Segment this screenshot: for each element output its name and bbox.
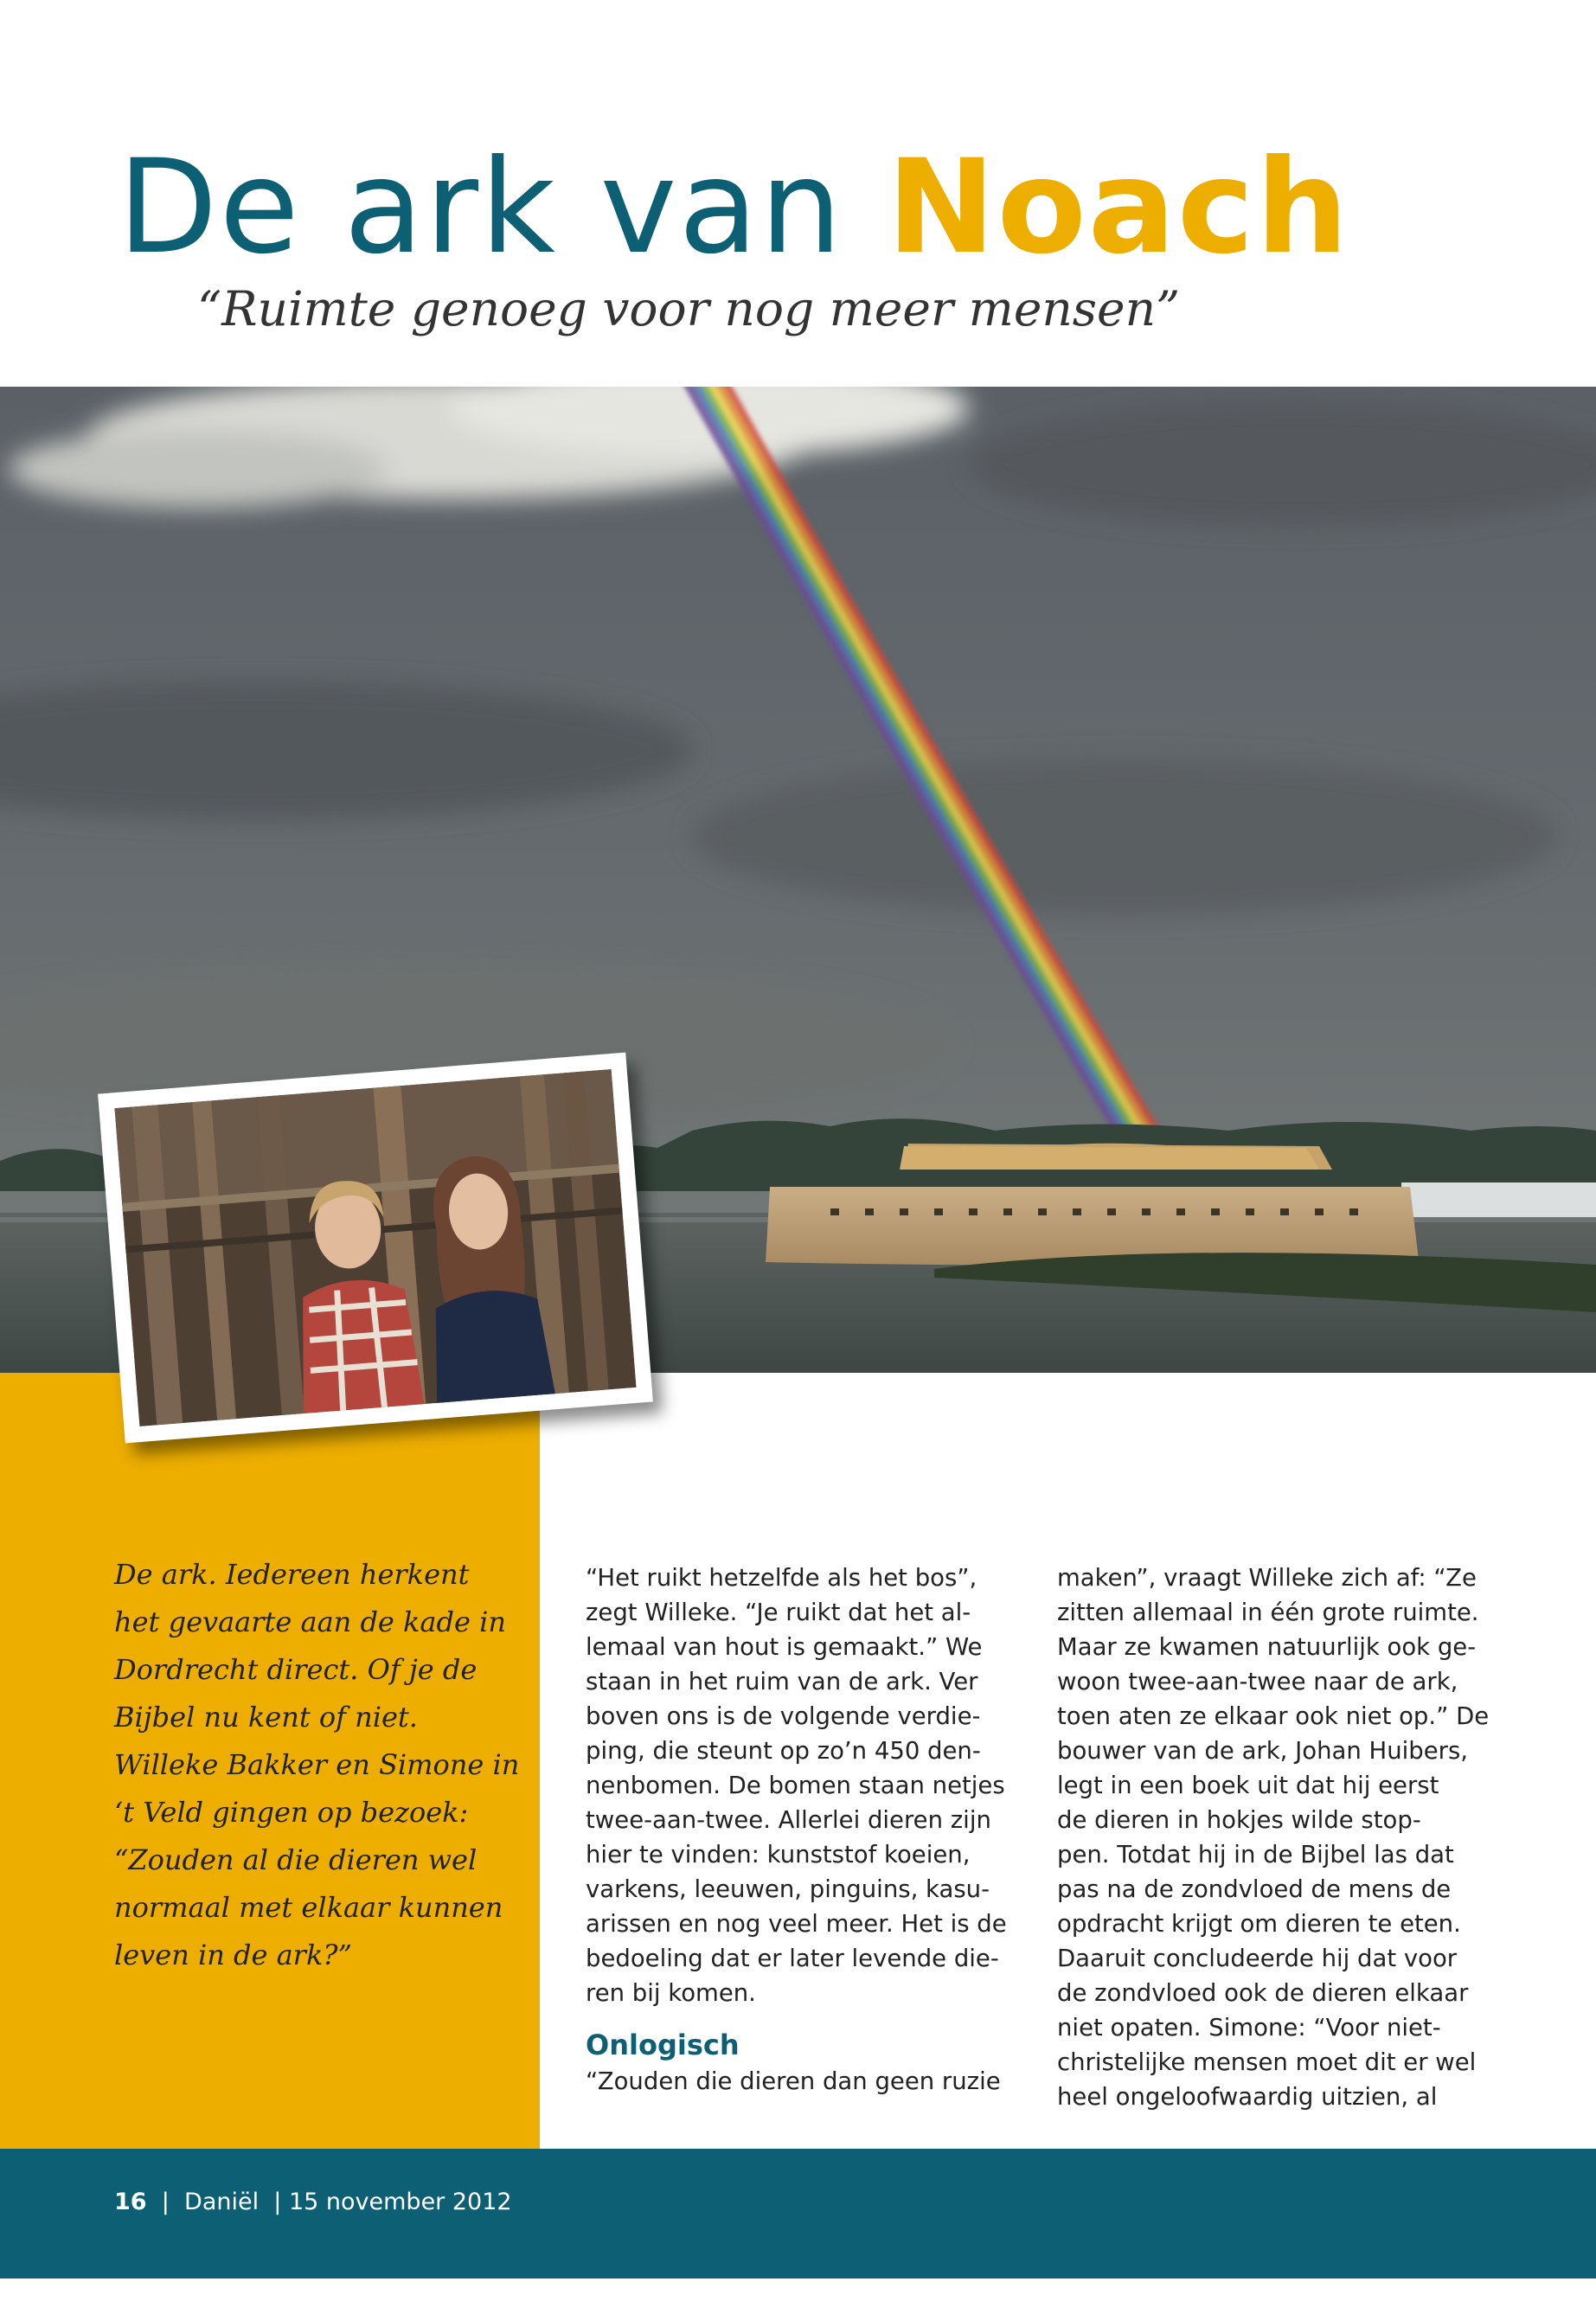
column1-paragraph1: “Het ruikt hetzelfde als het bos”, zegt Willeke. “Je ruikt dat het al- lemaal van hout is gemaakt.” We staan in het ruim van de ark. Ver boven ons is de volgende verdie- ping, die steunt op zo’n 450 den- nenbomen. De bomen staan netjes twee-aan-twee. Allerlei dieren zijn hier te vinden: kunststof koeien, varkens, leeuwen, pinguins, kasu- arissen en nog veel meer. Het is de bedoeling dat er later levende die- ren bij komen. bbox=[586, 1564, 1007, 2007]
body-column-2 bbox=[1057, 1561, 1490, 2114]
footer-text bbox=[114, 2187, 512, 2218]
title-accent: Noach bbox=[887, 132, 1350, 283]
footer-separator-2: | bbox=[273, 2189, 282, 2215]
column2-paragraph1: maken”, vraagt Willeke zich af: “Ze zitten allemaal in één grote ruimte. Maar ze kwamen natuurlijk ook ge- woon twee-aan-twee naar de ark, toen aten ze elkaar ook niet op.” De bouwer van de ark, Johan Huibers, legt in een boek uit dat hij eerst de dieren in hokjes wilde stop- pen. Totdat hij in de Bijbel las dat pas na de zondvloed de mens de opdracht krijgt om dieren te eten. Daaruit concludeerde hij dat voor de zondvloed ook de dieren elkaar niet opaten. Simone: “Voor niet- christelijke mensen moet dit er wel heel ongeloofwaardig uitzien, al bbox=[1057, 1564, 1490, 2111]
article-subtitle: “Ruimte genoeg voor nog meer mensen” bbox=[197, 281, 1181, 336]
column1-paragraph2: “Zouden die dieren dan geen ruzie bbox=[586, 2067, 1001, 2095]
title-main: De ark van bbox=[118, 132, 844, 283]
issue-date: 15 november 2012 bbox=[288, 2189, 512, 2215]
footer-separator: | bbox=[161, 2189, 170, 2215]
article-title bbox=[118, 130, 1350, 285]
inset-photo-willeke-simone bbox=[98, 1053, 653, 1444]
page-number: 16 bbox=[114, 2189, 147, 2215]
publication-name: Daniël bbox=[184, 2189, 260, 2215]
section-heading-onlogisch: Onlogisch bbox=[586, 2029, 740, 2061]
intro-text: De ark. Iedereen herkent het gevaarte aan de kade in Dordrecht direct. Of je de Bijbel nu kent of niet. Willeke Bakker en Simone in ‘t Veld gingen op bezoek: “Zouden al die dieren wel normaal met elkaar kunnen leven in de ark?” bbox=[114, 1558, 520, 1971]
body-column-1 bbox=[586, 1561, 1018, 2099]
